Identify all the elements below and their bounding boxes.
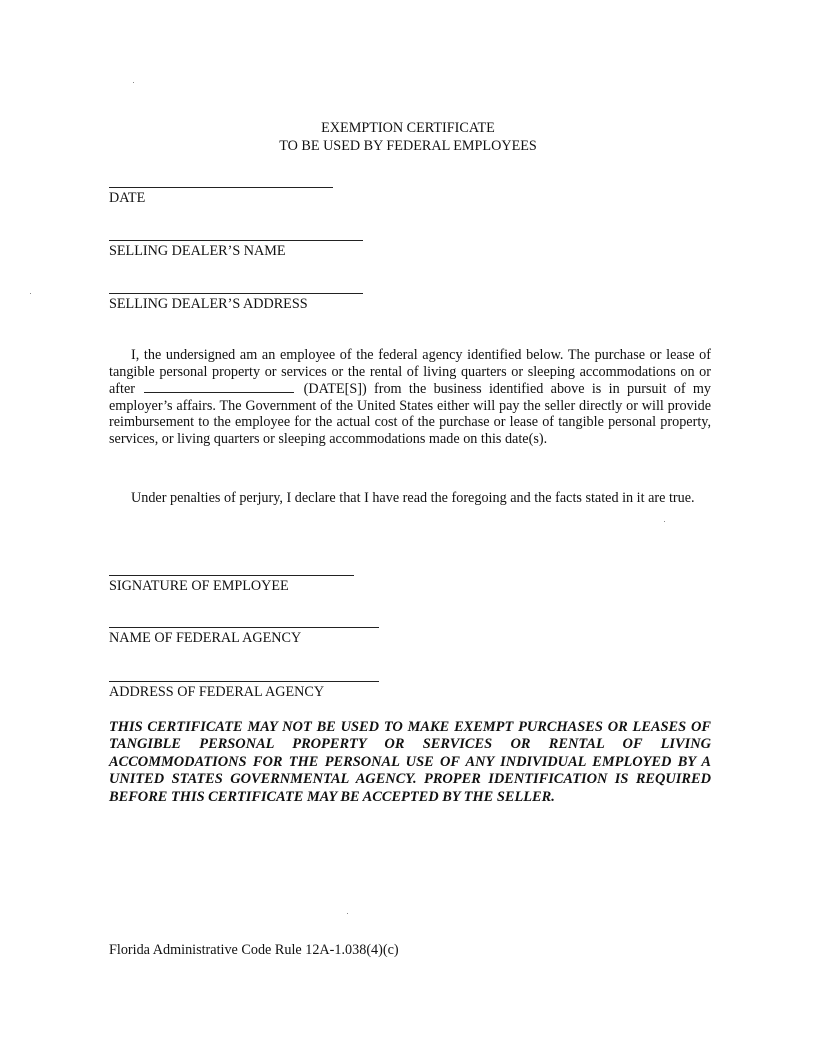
agency-name-field[interactable] — [109, 627, 379, 646]
dealer-address-field[interactable] — [109, 293, 363, 312]
dealer-name-line[interactable] — [109, 240, 363, 241]
scan-speck — [133, 82, 134, 83]
scan-speck — [347, 913, 348, 914]
scan-speck — [30, 293, 31, 294]
perjury-paragraph: Under penalties of perjury, I declare that I have read the foregoing and the facts stated in it are true. — [131, 490, 695, 506]
rule-citation: Florida Administrative Code Rule 12A-1.038(4)(c) — [109, 942, 399, 958]
dealer-address-label: SELLING DEALER’S ADDRESS — [109, 296, 308, 312]
signature-field[interactable] — [109, 575, 354, 594]
dealer-name-field[interactable] — [109, 240, 363, 259]
signature-line[interactable] — [109, 575, 354, 576]
agency-address-label: ADDRESS OF FEDERAL AGENCY — [109, 684, 325, 700]
title-line-1: EXEMPTION CERTIFICATE — [321, 120, 495, 136]
declaration-text-start: I, the undersigned am an employee of the federal agency identified below. The purchase or lease of tangible personal property or services or the rental of living quarters or sleeping accommodations on or after — [109, 347, 711, 397]
agency-address-line[interactable] — [109, 681, 379, 682]
dealer-address-line[interactable] — [109, 293, 363, 294]
date-blank-field[interactable] — [144, 380, 294, 393]
date-line[interactable] — [109, 187, 333, 188]
agency-name-label: NAME OF FEDERAL AGENCY — [109, 630, 302, 646]
agency-address-field[interactable] — [109, 681, 379, 700]
title-line-2: TO BE USED BY FEDERAL EMPLOYEES — [279, 138, 537, 154]
declaration-paragraph — [109, 347, 711, 447]
warning-notice: THIS CERTIFICATE MAY NOT BE USED TO MAKE EXEMPT PURCHASES OR LEASES OF TANGIBLE PERSONAL PROPERTY OR SERVICES OR RENTAL OF LIVING ACCOMMODATIONS FOR THE PERSONAL USE OF ANY INDIVIDUAL EMPLOYED BY A UNITED STATES GOVERNMENTAL AGENCY. PROPER IDENTIFICATION IS REQUIRED BEFORE THIS CERTIFICATE MAY BE ACCEPTED BY THE SELLER. — [109, 719, 711, 805]
signature-label: SIGNATURE OF EMPLOYEE — [109, 578, 289, 594]
dealer-name-label: SELLING DEALER’S NAME — [109, 243, 286, 259]
document-title — [0, 119, 816, 155]
date-label: DATE — [109, 190, 146, 206]
scan-speck — [664, 521, 665, 522]
date-field[interactable] — [109, 187, 333, 206]
agency-name-line[interactable] — [109, 627, 379, 628]
declaration-text-end: (DATE[S]) from the business identified above is in pursuit of my employer’s affairs. The Government of the United States either will pay the seller directly or will provide reimbursement to the employee for the actual cost of the purchase or lease of tangible personal property, services, or living quarters or sleeping accommodations made on this date(s). — [109, 381, 712, 447]
